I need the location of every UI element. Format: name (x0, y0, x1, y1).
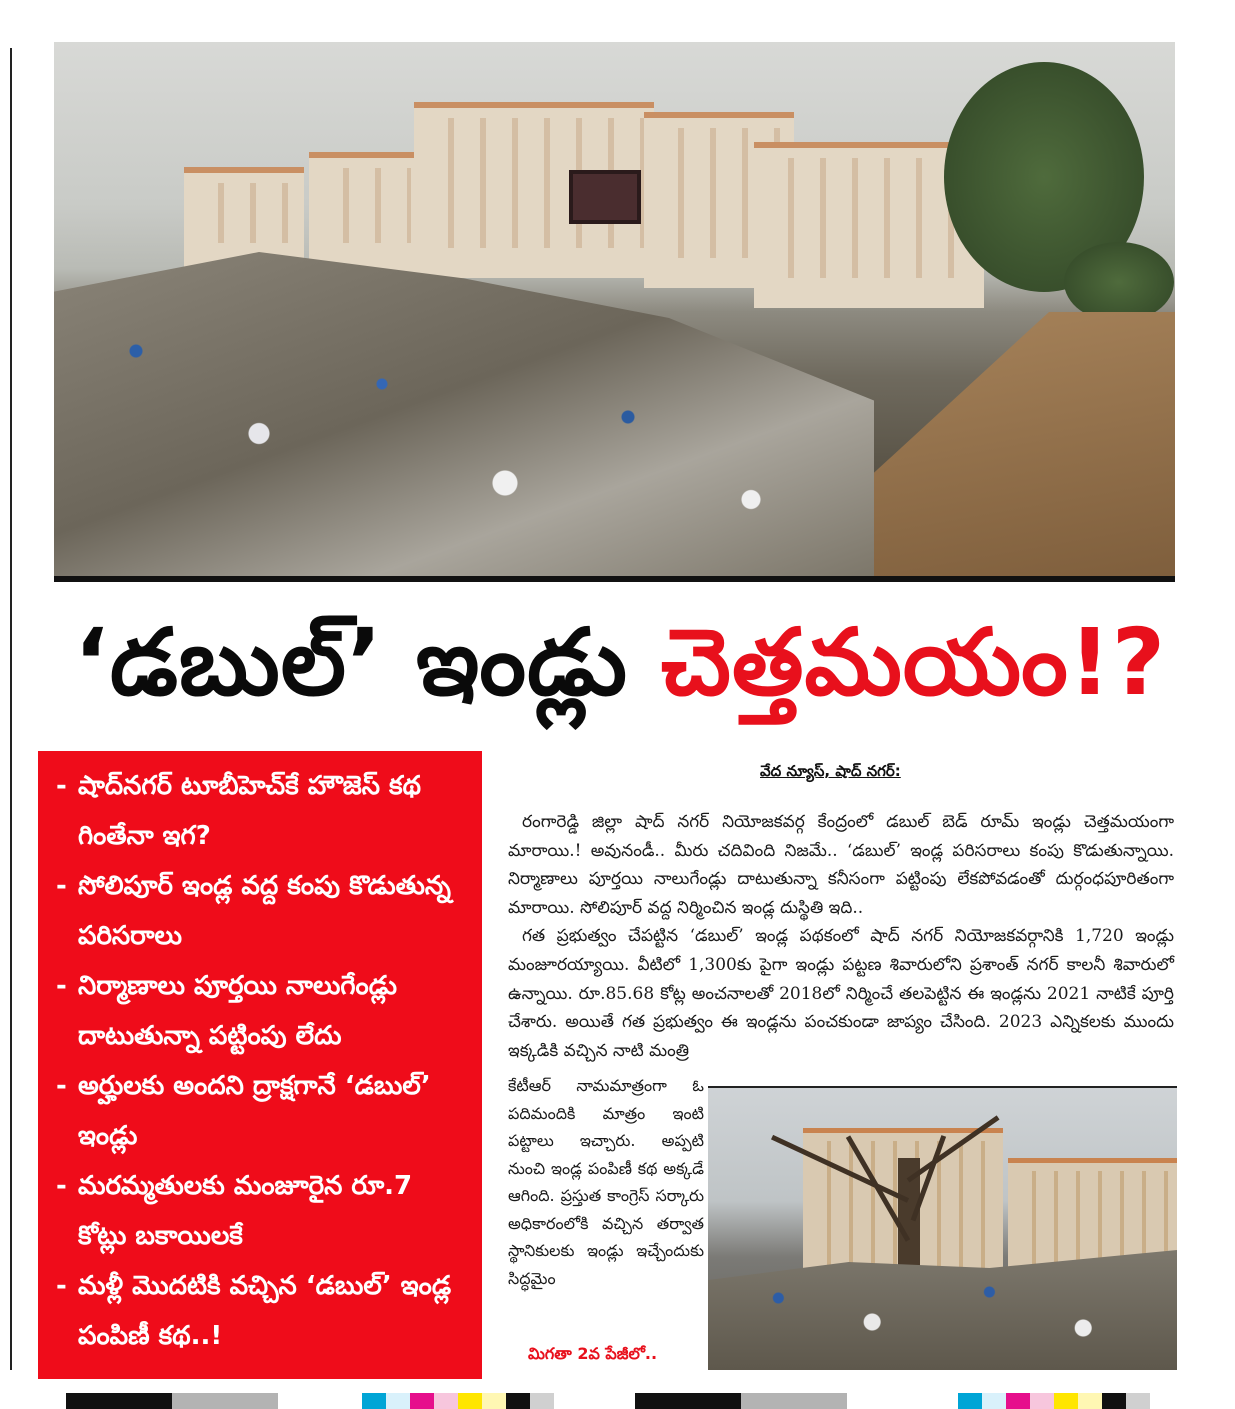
continued-notice: మిగతా 2వ పేజీలో.. (528, 1344, 658, 1363)
article-body (508, 808, 1174, 1065)
highlight-item: - సోలిపూర్ ఇండ్ల వద్ద కంపు కొడుతున్న పరిసరాలు (56, 861, 468, 961)
highlight-item: - మరమ్మతులకు మంజూరైన రూ.7 కోట్లు బకాయిలకే (56, 1161, 468, 1261)
garbage-pile (708, 1250, 1177, 1370)
headline-black: ‘డబుల్’ ఇండ్లు (73, 609, 661, 716)
highlight-item: - నిర్మాణాలు పూర్తయి నాలుగేండ్లు దాటుతున్నా పట్టింపు లేదు (56, 961, 468, 1061)
article-paragraph: గత ప్రభుత్వం చేపట్టిన ‘డబుల్’ ఇండ్ల పథకంలో షాద్ నగర్ నియోజకవర్గానికి 1,720 ఇండ్లు మంజూరయ్యాయి. వీటిలో 1,300కు పైగా ఇండ్లు పట్టణ శివారులోని ప్రశాంత్ నగర్ కాలనీ శివారులో ఉన్నాయి. రూ.85.68 కోట్ల అంచనాలతో 2018లో నిర్మించే తలపెట్టిన ఈ ఇండ్లను 2021 నాటికే పూర్తి చేశారు. అయితే గత ప్రభుత్వం ఈ ఇండ్లను పంచకుండా జాప్యం చేసింది. 2023 ఎన్నికలకు ముందు ఇక్కడికి వచ్చిన నాటి మంత్రి (508, 926, 1174, 1061)
headline (40, 598, 1200, 728)
photo-border (54, 576, 1175, 582)
highlights-list (56, 761, 468, 1361)
highlight-item: - మళ్లీ మొదటికి వచ్చిన ‘డబుల్’ ఇండ్ల పంపిణీ కథ..! (56, 1261, 468, 1361)
registration-bar (362, 1393, 554, 1409)
column-rule (10, 48, 12, 1370)
byline: వేద న్యూస్, షాద్ నగర్: (760, 762, 901, 780)
registration-bar (66, 1393, 278, 1409)
tree-shape (1064, 242, 1174, 322)
building-shape (309, 152, 419, 273)
highlights-box (38, 751, 482, 1379)
blurred-sign (569, 170, 641, 224)
registration-bar (635, 1393, 847, 1409)
garbage-housing-photo (54, 42, 1175, 582)
headline-red: చెత్తమయం!? (660, 609, 1167, 716)
registration-bar (958, 1393, 1150, 1409)
garbage-pile (54, 252, 874, 582)
article-paragraph-narrow: కేటీఆర్ నామమాత్రంగా ఓ పదిమందికి మాత్రం ఇంటి పట్టాలు ఇచ్చారు. అప్పటి నుంచి ఇండ్ల పంపిణీ కథ అక్కడే ఆగింది. ప్రస్తుత కాంగ్రెస్ సర్కారు అధికారంలోకి వచ్చిన తర్వాత స్థానికులకు ఇండ్లు ఇచ్చేందుకు సిద్ధమైం (508, 1076, 704, 1288)
highlight-item: - అర్హులకు అందని ద్రాక్షగానే ‘డబుల్’ ఇండ్లు (56, 1061, 468, 1161)
highlight-item: - షాద్‌నగర్ టూబీహెచ్‌కే హౌజెస్ కథ గింతేనా ఇగ? (56, 761, 468, 861)
tree-garbage-photo (708, 1086, 1177, 1370)
article-paragraph: రంగారెడ్డి జిల్లా షాద్ నగర్ నియోజకవర్గ కేంద్రంలో డబుల్ బెడ్ రూమ్ ఇండ్లు చెత్తమయంగా మారాయి.! అవునండీ.. మీరు చదివింది నిజమే.. ‘డబుల్’ ఇండ్ల పరిసరాలు కంపు కొడుతున్నాయి. నిర్మాణాలు పూర్తయి నాలుగేండ్లు దాటుతున్నా కనీసంగా పట్టింపు లేకపోవడంతో దుర్గంధపూరితంగా మారాయి. సోలిపూర్ వద్ద నిర్మించిన ఇండ్ల దుస్థితి ఇది.. (508, 812, 1174, 918)
